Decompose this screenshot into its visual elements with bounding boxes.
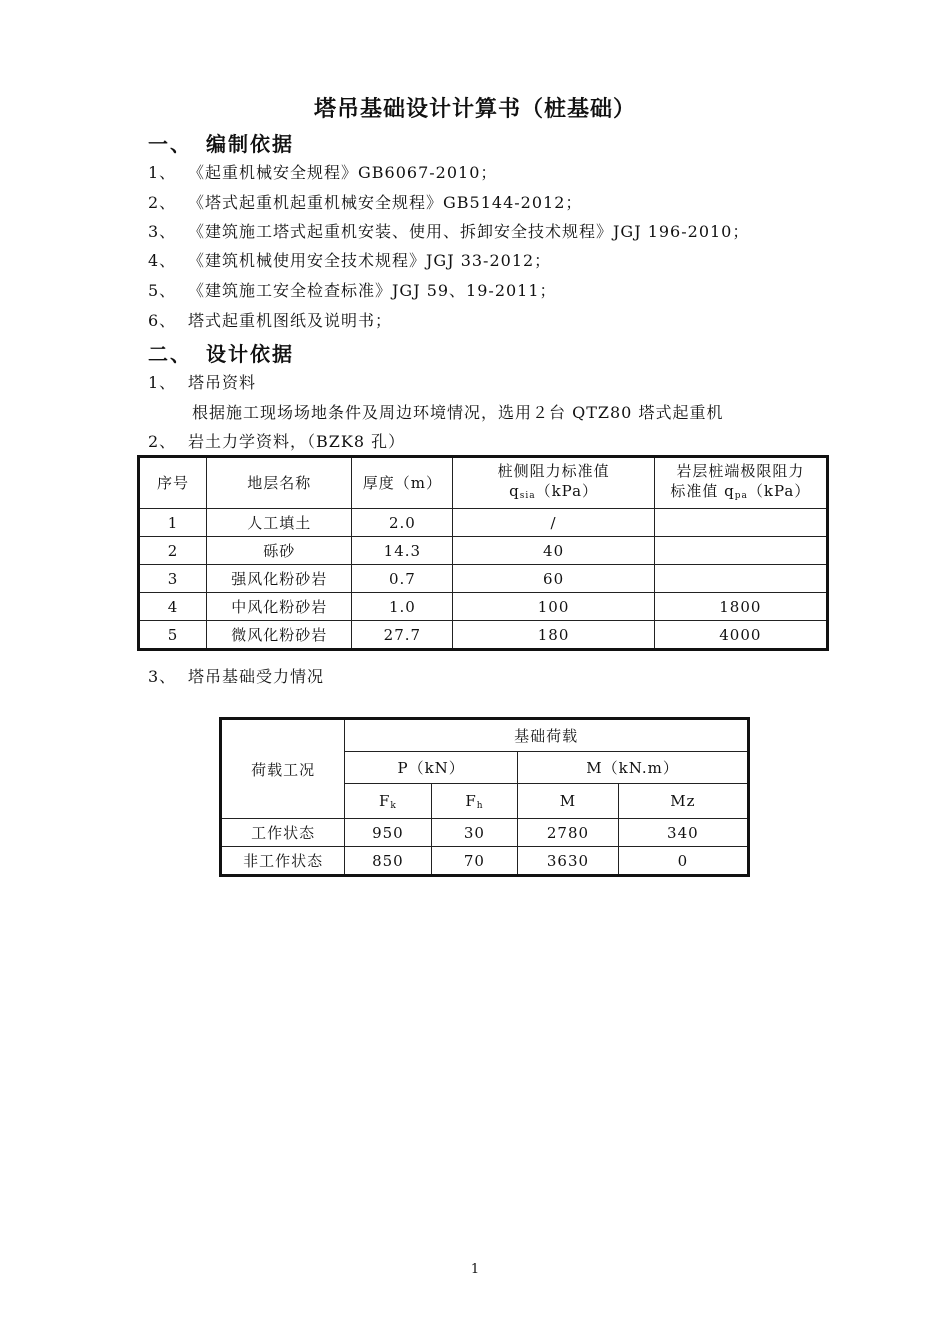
basis-index: 1、 <box>148 163 177 182</box>
basis-text: 《塔式起重机起重机械安全规程》GB5144-2012； <box>188 193 583 212</box>
basis-index: 2、 <box>148 193 177 212</box>
section-label: 设计依据 <box>206 342 294 366</box>
header-fh-subscript: h <box>476 800 484 811</box>
header-m-group: M（kN.m） <box>518 752 749 784</box>
basis-text: 《建筑施工安全检查标准》JGJ 59、19-2011； <box>188 281 557 300</box>
header-qpa-subscript: pa <box>734 490 748 501</box>
table-header-row <box>139 457 828 509</box>
header-load-case: 荷载工况 <box>221 719 345 819</box>
header-fk <box>345 784 432 819</box>
header-qpa <box>654 457 827 509</box>
table-row <box>221 819 749 847</box>
header-qsia-subscript: sia <box>519 490 536 501</box>
header-layer-name: 地层名称 <box>207 457 352 509</box>
header-qsia-line1: 桩侧阻力标准值 <box>497 461 610 480</box>
cell-qsia: 100 <box>453 593 654 621</box>
cell-fk: 850 <box>345 847 432 876</box>
cell-thickness: 0.7 <box>352 565 453 593</box>
document-title: 塔吊基础设计计算书（桩基础） <box>313 97 636 122</box>
cell-fk: 950 <box>345 819 432 847</box>
section-heading-compile-basis <box>148 128 294 157</box>
header-qpa-symbol: 标准值 q <box>670 481 735 500</box>
table-row <box>221 847 749 876</box>
table-row <box>139 509 828 537</box>
basis-index: 3、 <box>148 222 177 241</box>
table-header-row <box>221 719 749 752</box>
design-text: 岩土力学资料，（BZK8 孔） <box>188 432 406 451</box>
basis-item-6 <box>148 308 392 331</box>
page-number: 1 <box>470 1262 480 1277</box>
design-item-1 <box>148 370 256 393</box>
cell-qpa <box>654 537 827 565</box>
section-label: 编制依据 <box>206 132 294 156</box>
cell-qpa <box>654 509 827 537</box>
header-foundation-load: 基础荷载 <box>345 719 749 752</box>
header-fh <box>431 784 517 819</box>
basis-index: 5、 <box>148 281 177 300</box>
header-m: M <box>518 784 619 819</box>
design-index: 1、 <box>148 373 177 392</box>
cell-thickness: 2.0 <box>352 509 453 537</box>
header-thickness: 厚度（m） <box>352 457 453 509</box>
cell-mz: 0 <box>618 847 748 876</box>
header-p: P（kN） <box>345 752 518 784</box>
foundation-load-table <box>219 717 750 877</box>
crane-description: 根据施工现场场地条件及周边环境情况，选用２台 QTZ80 塔式起重机 <box>192 403 724 422</box>
basis-text: 塔式起重机图纸及说明书； <box>188 311 393 330</box>
basis-item-4 <box>148 248 551 271</box>
cell-layer-name: 人工填土 <box>207 509 352 537</box>
header-fk-subscript: k <box>390 800 397 811</box>
basis-text: 《起重机械安全规程》GB6067-2010； <box>188 163 498 182</box>
design-index: 2、 <box>148 432 177 451</box>
cell-qsia: 60 <box>453 565 654 593</box>
cell-fh: 30 <box>431 819 517 847</box>
cell-qsia: 40 <box>453 537 654 565</box>
cell-qsia: 180 <box>453 621 654 650</box>
basis-item-1 <box>148 160 497 183</box>
cell-seq: 5 <box>139 621 207 650</box>
header-qsia-unit: （kPa） <box>535 481 599 500</box>
basis-index: 4、 <box>148 251 177 270</box>
cell-seq: 2 <box>139 537 207 565</box>
section-number: 一、 <box>148 132 192 156</box>
basis-text: 《建筑机械使用安全技术规程》JGJ 33-2012； <box>188 251 552 270</box>
section-heading-design-basis <box>148 338 294 367</box>
table-row <box>139 537 828 565</box>
header-qpa-unit: （kPa） <box>747 481 811 500</box>
header-seq: 序号 <box>139 457 207 509</box>
cell-seq: 3 <box>139 565 207 593</box>
header-qsia-symbol: q <box>509 481 520 500</box>
basis-text: 《建筑施工塔式起重机安装、使用、拆卸安全技术规程》JGJ 196-2010； <box>188 222 750 241</box>
cell-thickness: 1.0 <box>352 593 453 621</box>
header-qpa-line1: 岩层桩端极限阻力 <box>676 461 805 480</box>
basis-item-5 <box>148 278 557 301</box>
cell-seq: 1 <box>139 509 207 537</box>
cell-load-case: 工作状态 <box>221 819 345 847</box>
section-number: 二、 <box>148 342 192 366</box>
cell-load-case: 非工作状态 <box>221 847 345 876</box>
header-fh-symbol: F <box>465 791 477 810</box>
cell-m: 2780 <box>518 819 619 847</box>
design-item-3 <box>148 664 324 687</box>
cell-qsia: / <box>453 509 654 537</box>
table-row <box>139 593 828 621</box>
cell-m: 3630 <box>518 847 619 876</box>
cell-qpa <box>654 565 827 593</box>
cell-thickness: 27.7 <box>352 621 453 650</box>
cell-layer-name: 中风化粉砂岩 <box>207 593 352 621</box>
header-mz: Mz <box>618 784 748 819</box>
design-text: 塔吊基础受力情况 <box>188 667 325 686</box>
cell-fh: 70 <box>431 847 517 876</box>
table-row <box>139 565 828 593</box>
basis-item-2 <box>148 190 582 213</box>
cell-layer-name: 强风化粉砂岩 <box>207 565 352 593</box>
design-index: 3、 <box>148 667 177 686</box>
design-item-2 <box>148 429 405 452</box>
cell-layer-name: 砾砂 <box>207 537 352 565</box>
cell-qpa: 1800 <box>654 593 827 621</box>
cell-mz: 340 <box>618 819 748 847</box>
basis-index: 6、 <box>148 311 177 330</box>
table-row <box>139 621 828 650</box>
design-text: 塔吊资料 <box>188 373 257 392</box>
cell-thickness: 14.3 <box>352 537 453 565</box>
header-fk-symbol: F <box>378 791 391 810</box>
soil-parameter-table <box>137 455 829 651</box>
header-qsia <box>453 457 654 509</box>
cell-qpa: 4000 <box>654 621 827 650</box>
basis-item-3 <box>148 219 749 242</box>
cell-seq: 4 <box>139 593 207 621</box>
cell-layer-name: 微风化粉砂岩 <box>207 621 352 650</box>
